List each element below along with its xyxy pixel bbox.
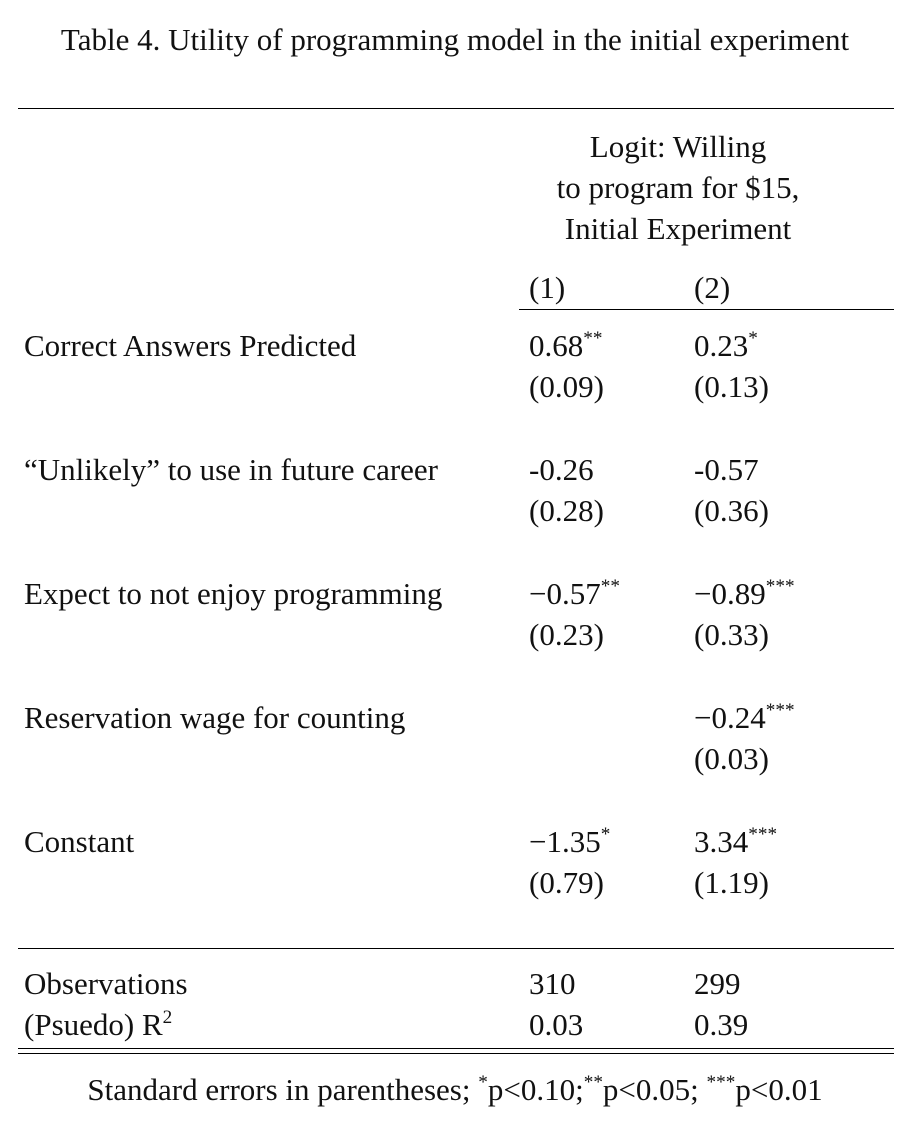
significance-stars: *** — [748, 824, 778, 846]
coef-value: −0.24 — [694, 700, 766, 735]
stat-label-r-squared — [24, 1007, 172, 1043]
table-footnote — [0, 1072, 910, 1108]
coef-value: -0.57 — [694, 452, 759, 487]
bottom-rule-1 — [18, 1048, 894, 1049]
coef-value: −0.57 — [529, 576, 601, 611]
row-label: “Unlikely” to use in future career — [24, 452, 439, 487]
bottom-rule-2 — [18, 1053, 894, 1054]
coef-cell — [529, 824, 610, 860]
footnote-star: ** — [583, 1072, 603, 1094]
coef-value: −0.89 — [694, 576, 766, 611]
se-cell: (0.28) — [529, 493, 604, 528]
footnote-text: p<0.05; — [602, 1072, 707, 1107]
coef-cell — [694, 576, 795, 612]
coef-value: 3.34 — [694, 824, 749, 859]
significance-stars: * — [600, 824, 611, 846]
stat-value: 299 — [694, 966, 741, 1001]
coef-value: −1.35 — [529, 824, 601, 859]
significance-stars: ** — [600, 576, 620, 598]
coef-cell — [529, 576, 620, 612]
column-header-1: (1) — [529, 270, 566, 305]
footnote-star: *** — [706, 1072, 736, 1094]
mid-rule — [18, 948, 894, 949]
coef-value: 0.23 — [694, 328, 749, 363]
stat-value: 310 — [529, 966, 576, 1001]
row-label: Expect to not enjoy programming — [24, 576, 443, 611]
significance-stars: *** — [765, 576, 795, 598]
header-line-1: Logit: Willing — [589, 129, 767, 164]
coef-cell — [529, 328, 602, 364]
stat-value: 0.39 — [694, 1007, 749, 1042]
se-cell: (0.79) — [529, 865, 604, 900]
table-caption: Table 4. Utility of programming model in the initial experiment — [60, 22, 850, 57]
significance-stars: * — [748, 328, 758, 350]
header-line-3: Initial Experiment — [564, 211, 792, 246]
se-cell: (0.13) — [694, 369, 769, 404]
coef-cell — [529, 452, 594, 488]
stat-label-observations: Observations — [24, 966, 188, 1001]
coef-cell — [694, 700, 795, 736]
coef-cell — [694, 328, 758, 364]
column-group-header — [508, 126, 848, 249]
r-squared-text: (Psuedo) R — [24, 1007, 163, 1042]
se-cell: (1.19) — [694, 865, 769, 900]
footnote-star: * — [478, 1072, 488, 1094]
coef-cell — [694, 824, 777, 860]
row-label: Correct Answers Predicted — [24, 328, 357, 363]
significance-stars: *** — [765, 700, 795, 722]
footnote-text: p<0.01 — [735, 1072, 823, 1107]
row-label: Reservation wage for counting — [24, 700, 406, 735]
significance-stars: ** — [583, 328, 603, 350]
stat-value: 0.03 — [529, 1007, 584, 1042]
se-cell: (0.36) — [694, 493, 769, 528]
se-cell: (0.09) — [529, 369, 604, 404]
footnote-text: Standard errors in parentheses; — [87, 1072, 479, 1107]
se-cell: (0.33) — [694, 617, 769, 652]
coef-value: -0.26 — [529, 452, 594, 487]
superscript: 2 — [162, 1007, 173, 1029]
coef-cell — [694, 452, 759, 488]
header-line-2: to program for $15, — [556, 170, 800, 205]
se-cell: (0.03) — [694, 741, 769, 776]
column-header-2: (2) — [694, 270, 731, 305]
footnote-text: p<0.10; — [487, 1072, 584, 1107]
top-rule — [18, 108, 894, 109]
coef-value: 0.68 — [529, 328, 584, 363]
se-cell: (0.23) — [529, 617, 604, 652]
row-label: Constant — [24, 824, 135, 859]
header-rule — [519, 309, 894, 310]
